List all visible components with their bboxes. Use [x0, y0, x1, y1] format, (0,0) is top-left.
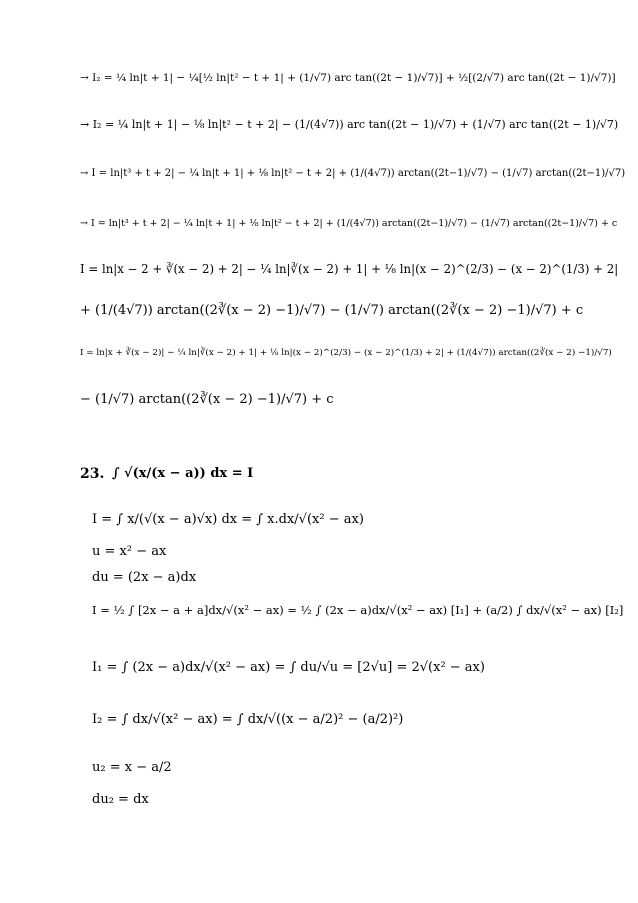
equation-line-8: − (1/√7) arctan((2∛(x − 2) −1)/√7) + c: [80, 392, 334, 407]
work-line-5: I₁ = ∫ (2x − a)dx/√(x² − ax) = ∫ du/√u = [2√u] = 2√(x² − ax): [92, 660, 485, 675]
work-line-4: I = ½ ∫ [2x − a + a]dx/√(x² − ax) = ½ ∫ (2x − a)dx/√(x² − ax) [I₁] + (a/2) ∫ dx/√(x² − ax) [I₂]: [92, 603, 624, 617]
work-line-3: du = (2x − a)dx: [92, 570, 197, 585]
work-line-2: u = x² − ax: [92, 544, 167, 559]
work-line-1: I = ∫ x/(√(x − a)√x) dx = ∫ x.dx/√(x² − ax): [92, 512, 364, 527]
equation-line-7: I = ln|x + ∛(x − 2)| − ¼ ln|∛(x − 2) + 1| + ⅛ ln|(x − 2)^(2/3) − (x − 2)^(1/3) + 2| + (1/(4√7)) arctan((2∛(x − 2) −1)/√7): [80, 348, 612, 358]
work-line-7: u₂ = x − a/2: [92, 760, 172, 775]
work-line-8: du₂ = dx: [92, 792, 149, 807]
equation-line-4: → I = ln|t³ + t + 2| − ¼ ln|t + 1| + ⅛ ln|t² − t + 2| + (1/(4√7)) arctan((2t−1)/√7) − (1/√7) arctan((2t−1)/√7) + c: [80, 218, 618, 229]
equation-line-6: + (1/(4√7)) arctan((2∛(x − 2) −1)/√7) − (1/√7) arctan((2∛(x − 2) −1)/√7) + c: [80, 303, 584, 318]
equation-line-2: → I₂ = ¼ ln|t + 1| − ⅛ ln|t² − t + 2| − (1/(4√7)) arc tan((2t − 1)/√7) + (1/√7) arc tan((2t − 1)/√7): [80, 118, 619, 131]
equation-line-1: → I₂ = ¼ ln|t + 1| − ¼[½ ln|t² − t + 1| + (1/√7) arc tan((2t − 1)/√7)] + ½[(2/√7) arc tan((2t − 1)/√7)]: [80, 72, 616, 84]
problem-statement: ∫ √(x/(x − a)) dx = I: [112, 466, 254, 481]
equation-line-5: I = ln|x − 2 + ∛(x − 2) + 2| − ¼ ln|∛(x − 2) + 1| + ⅛ ln|(x − 2)^(2/3) − (x − 2)^(1/3) + 2|: [80, 262, 619, 276]
problem-number: 23.: [80, 466, 105, 482]
work-line-6: I₂ = ∫ dx/√(x² − ax) = ∫ dx/√((x − a/2)² − (a/2)²): [92, 712, 404, 727]
equation-line-3: → I = ln|t³ + t + 2| − ¼ ln|t + 1| + ⅛ ln|t² − t + 2| + (1/(4√7)) arctan((2t−1)/√7) − (1/√7) arctan((2t−1)/√7): [80, 168, 626, 179]
